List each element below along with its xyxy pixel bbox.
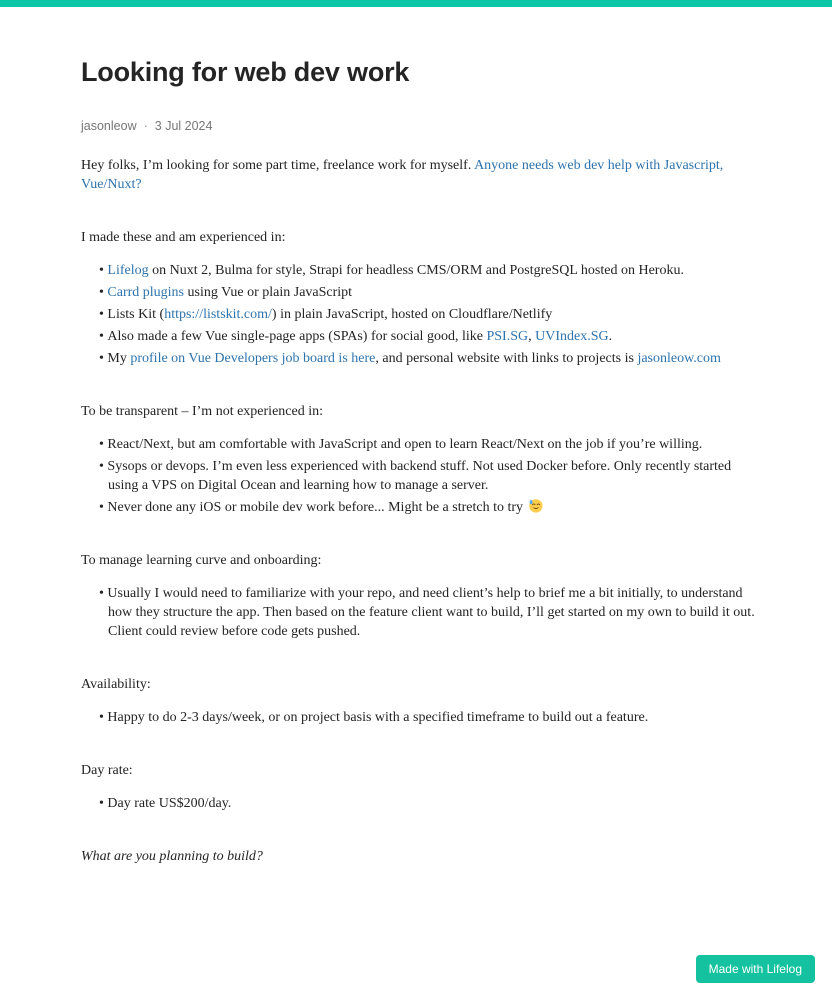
text-run: .	[608, 329, 613, 344]
bullet-list	[81, 794, 759, 813]
top-accent-bar	[0, 0, 832, 7]
byline	[81, 119, 759, 134]
list-item	[108, 283, 759, 302]
text-run: Usually I would need to familiarize with your repo, and need client’s help to brief me a bit initially, to understand how they structure the app. Then based on the feature client want to build, I’ll get started on my own to build it out. Client could review before code gets pushed.	[107, 586, 755, 639]
text-run: Availability:	[81, 677, 151, 692]
text-run: To be transparent – I’m not experienced in:	[81, 404, 323, 419]
inline-link[interactable]: Lifelog	[107, 263, 149, 278]
inline-link[interactable]: Anyone needs web dev help with Javascript, Vue/Nuxt?	[81, 158, 724, 192]
list-item	[108, 498, 759, 517]
byline-separator: ·	[143, 119, 148, 133]
inline-link[interactable]: Carrd plugins	[107, 285, 185, 300]
sweat-smile-emoji	[528, 498, 543, 513]
author-name: jasonleow	[81, 119, 137, 133]
text-run: To manage learning curve and onboarding:	[81, 553, 322, 568]
text-run: Never done any iOS or mobile dev work before... Might be a stretch to try	[107, 500, 527, 515]
inline-link[interactable]: profile on Vue Developers job board is here	[130, 351, 376, 366]
text-run: I made these and am experienced in:	[81, 230, 286, 245]
list-item	[108, 305, 759, 324]
text-run: Hey folks, I’m looking for some part time, freelance work for myself.	[81, 158, 475, 173]
post-body	[81, 156, 759, 866]
text-run: Happy to do 2-3 days/week, or on project basis with a specified timeframe to build out a feature.	[107, 710, 649, 725]
text-run: Lists Kit (	[107, 307, 165, 322]
text-run: on Nuxt 2, Bulma for style, Strapi for headless CMS/ORM and PostgreSQL hosted on Heroku.	[148, 263, 684, 278]
inline-link[interactable]: jasonleow.com	[637, 351, 721, 366]
text-run: using Vue or plain JavaScript	[184, 285, 353, 300]
inline-link[interactable]: UVIndex.SG	[535, 329, 609, 344]
text-run: Day rate:	[81, 763, 133, 778]
inline-link[interactable]: https://listskit.com/	[164, 307, 272, 322]
paragraph	[81, 402, 759, 421]
list-item	[108, 457, 759, 495]
list-item	[108, 349, 759, 368]
list-item	[108, 708, 759, 727]
paragraph	[81, 551, 759, 570]
text-run: ,	[528, 329, 536, 344]
text-run: My	[107, 351, 131, 366]
list-item	[108, 327, 759, 346]
text-run: What are you planning to build?	[81, 849, 263, 864]
text-run: , and personal website with links to projects is	[375, 351, 638, 366]
text-run: Day rate US$200/day.	[107, 796, 232, 811]
blog-post	[0, 7, 832, 866]
list-item	[108, 435, 759, 454]
list-item	[108, 584, 759, 641]
bullet-list	[81, 584, 759, 641]
page-title: Looking for web dev work	[81, 57, 410, 87]
text-run: ) in plain JavaScript, hosted on Cloudflare/Netlify	[271, 307, 553, 322]
list-item	[108, 794, 759, 813]
closing-question	[81, 847, 759, 866]
inline-link[interactable]: PSI.SG	[486, 329, 529, 344]
paragraph	[81, 228, 759, 247]
text-run: Sysops or devops. I’m even less experienced with backend stuff. Not used Docker before. Only recently started using a VPS on Digital Ocean and learning how to manage a server.	[107, 459, 732, 493]
paragraph	[81, 156, 759, 194]
paragraph	[81, 675, 759, 694]
text-run: Also made a few Vue single-page apps (SPAs) for social good, like	[107, 329, 487, 344]
bullet-list	[81, 435, 759, 517]
bullet-list	[81, 261, 759, 368]
made-with-lifelog-button[interactable]: Made with Lifelog	[696, 955, 815, 983]
bullet-list	[81, 708, 759, 727]
post-date: 3 Jul 2024	[154, 119, 213, 133]
text-run: React/Next, but am comfortable with JavaScript and open to learn React/Next on the job if you’re willing.	[107, 437, 703, 452]
paragraph	[81, 761, 759, 780]
list-item	[108, 261, 759, 280]
